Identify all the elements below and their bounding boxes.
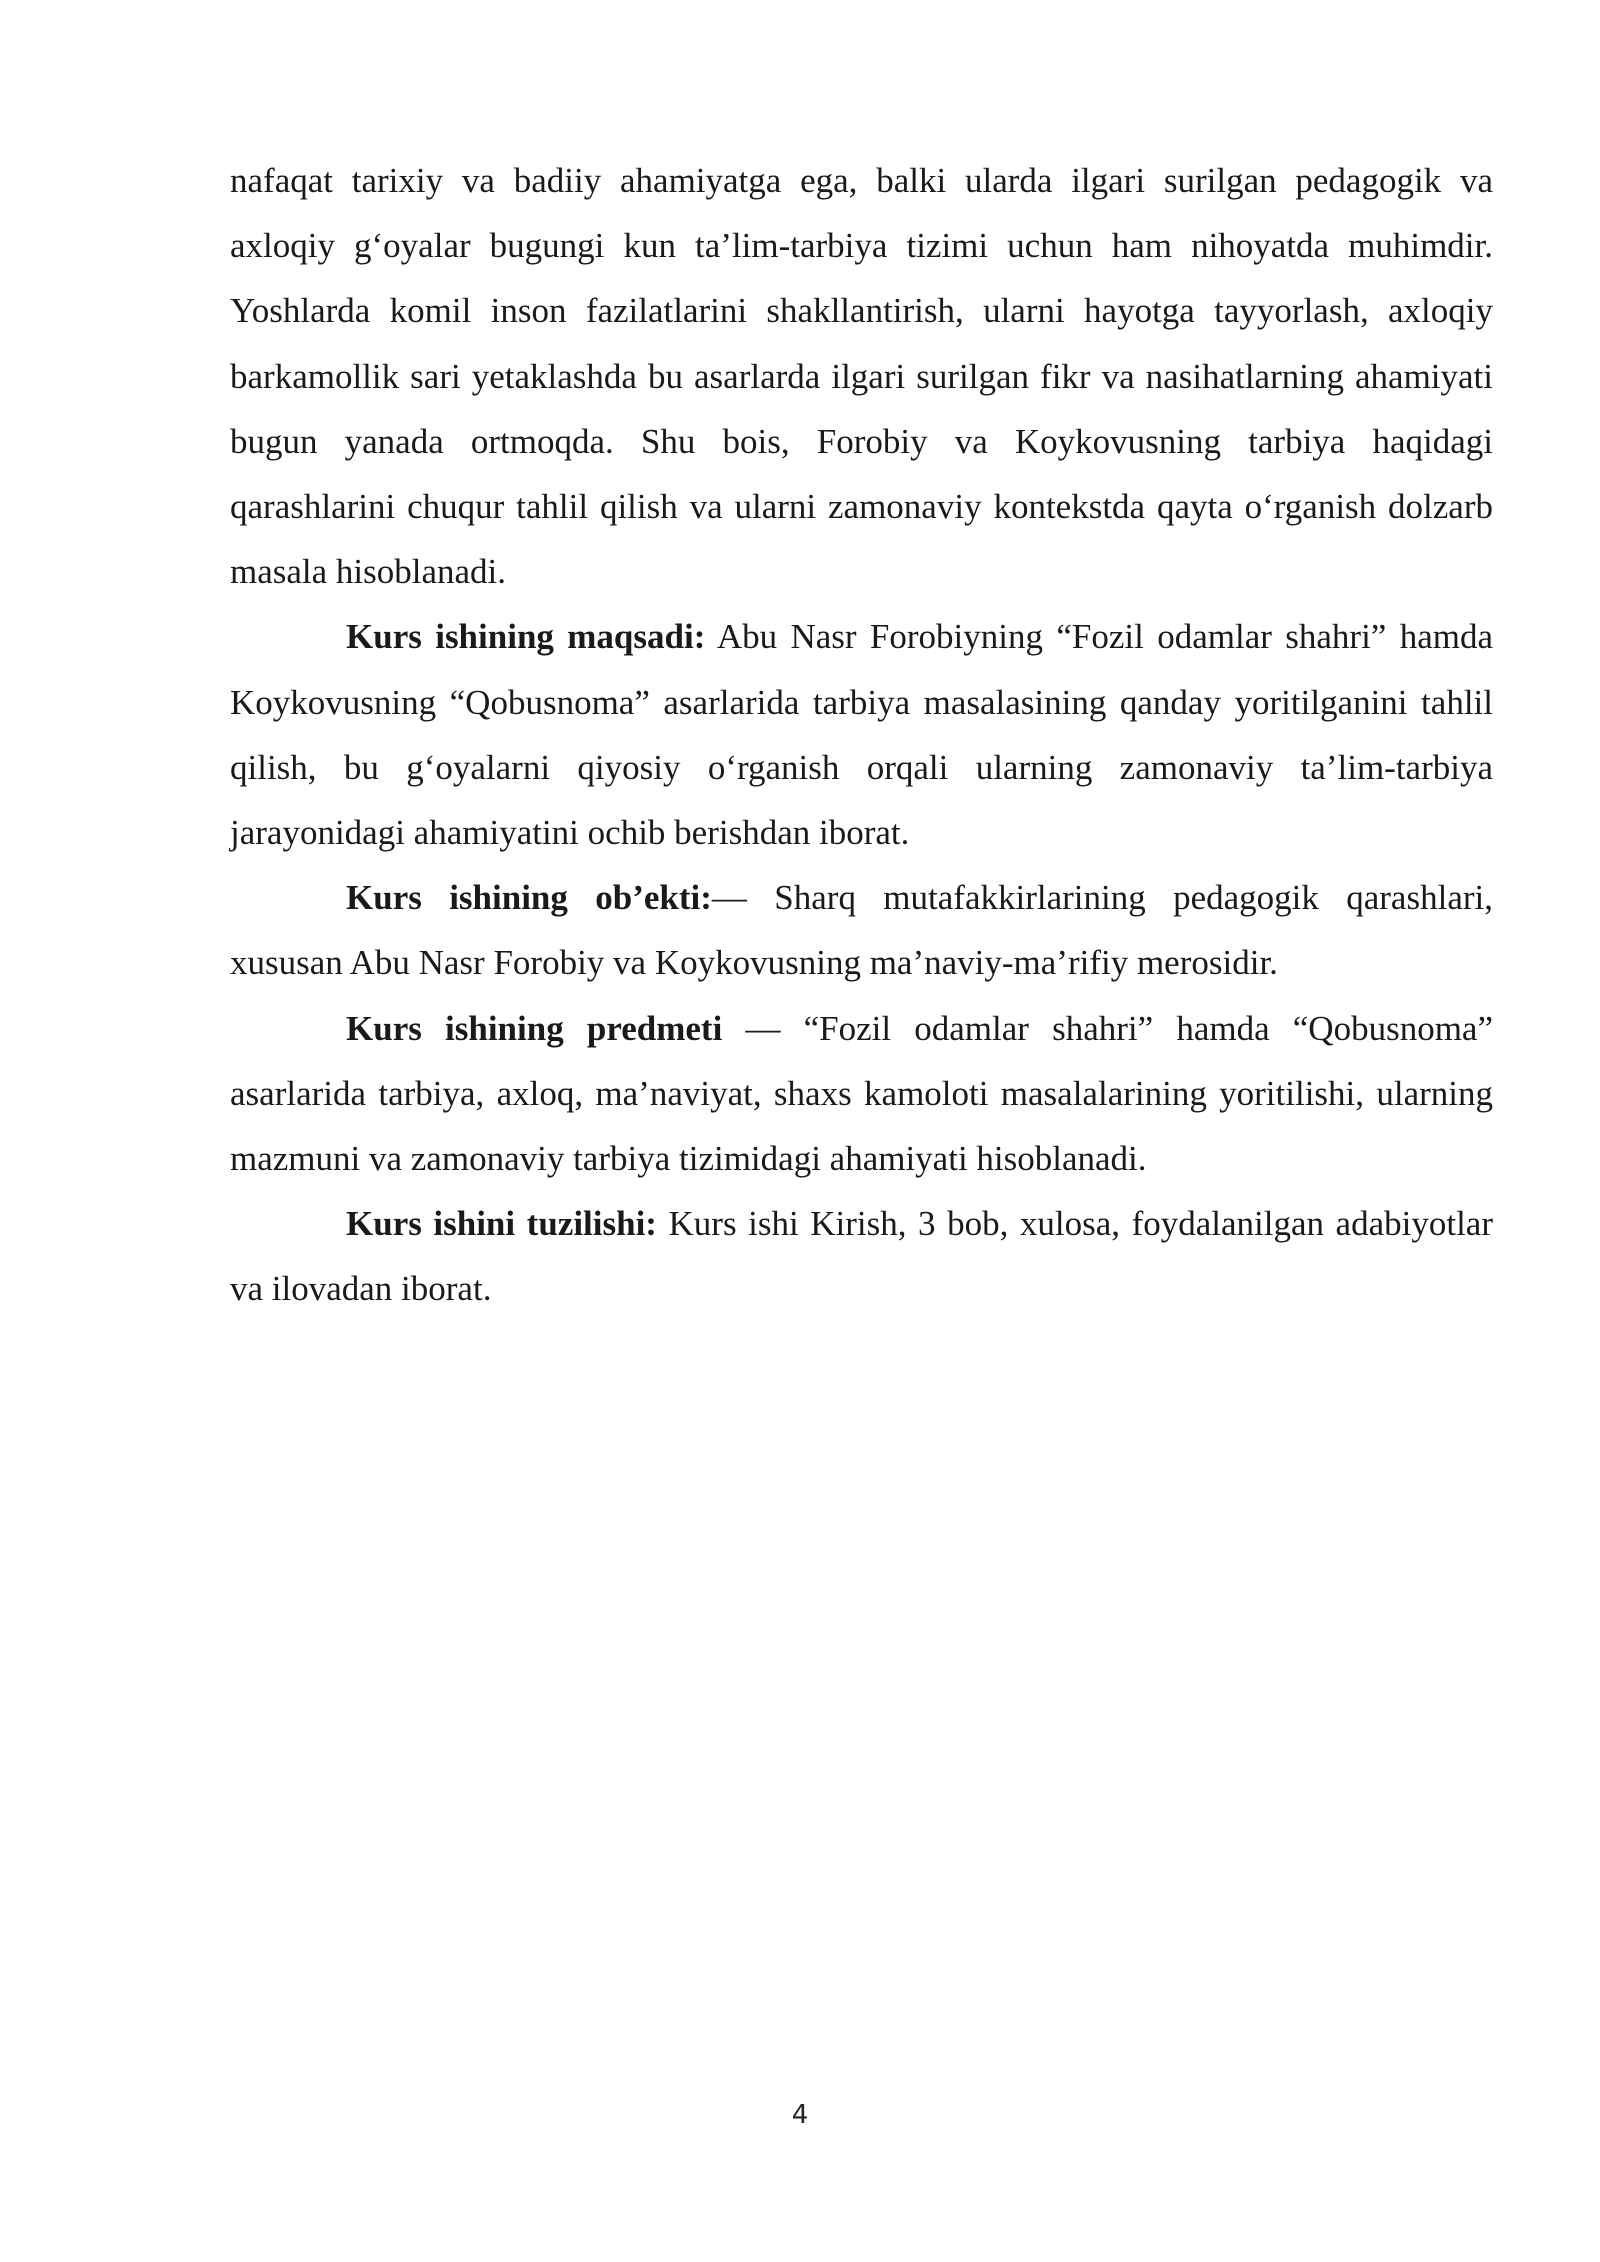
paragraph-text: — “Fozil odamlar shahri” hamda “Qobusnoma” asarlarida tarbiya, axloq, ma’naviyat, shaxs kamoloti masalalarining yoritilishi, ularning mazmuni va zamonaviy tarbiya tizimidagi ahamiyati hisoblanadi.	[230, 1008, 1493, 1179]
paragraph-course-structure	[230, 1191, 1493, 1321]
paragraph-heading-object: Kurs ishining ob’ekti:	[346, 878, 712, 918]
paragraph-heading-subject: Kurs ishining predmeti	[346, 1008, 723, 1048]
paragraph-course-subject	[230, 996, 1493, 1192]
paragraph-course-object	[230, 865, 1493, 995]
paragraph-text: Kurs ishi Kirish, 3 bob, xulosa, foydalanilgan adabiyotlar va ilovadan iborat.	[230, 1204, 1493, 1309]
page-number: 4	[791, 2100, 809, 2130]
text-body	[230, 148, 1493, 1322]
paragraph-course-goal	[230, 604, 1493, 865]
paragraph-heading-structure: Kurs ishini tuzilishi:	[346, 1204, 657, 1244]
paragraph-heading-goal: Kurs ishining maqsadi:	[346, 617, 706, 657]
paragraph-intro-continuation	[230, 148, 1493, 604]
paragraph-text: nafaqat tarixiy va badiiy ahamiyatga ega, balki ularda ilgari surilgan pedagogik va axloqiy g‘oyalar bugungi kun ta’lim-tarbiya tizimi uchun ham nihoyatda muhimdir. Yoshlarda komil inson fazilatlarini shakllantirish, ularni hayotga tayyorlash, axloqiy barkamollik sari yetaklashda bu asarlarda ilgari surilgan fikr va nasihatlarning ahamiyati bugun yanada ortmoqda. Shu bois, Forobiy va Koykovusning tarbiya haqidagi qarashlarini chuqur tahlil qilish va ularni zamonaviy kontekstda qayta o‘rganish dolzarb masala hisoblanadi.	[230, 161, 1493, 592]
paragraph-text: — Sharq mutafakkirlarining pedagogik qarashlari, xususan Abu Nasr Forobiy va Koykovusning ma’naviy-ma’rifiy merosidir.	[230, 878, 1493, 983]
paragraph-text: Abu Nasr Forobiyning “Fozil odamlar shahri” hamda Koykovusning “Qobusnoma” asarlarida tarbiya masalasining qanday yoritilganini tahlil qilish, bu g‘oyalarni qiyosiy o‘rganish orqali ularning zamonaviy ta’lim-tarbiya jarayonidagi ahamiyatini ochib berishdan iborat.	[230, 617, 1493, 853]
